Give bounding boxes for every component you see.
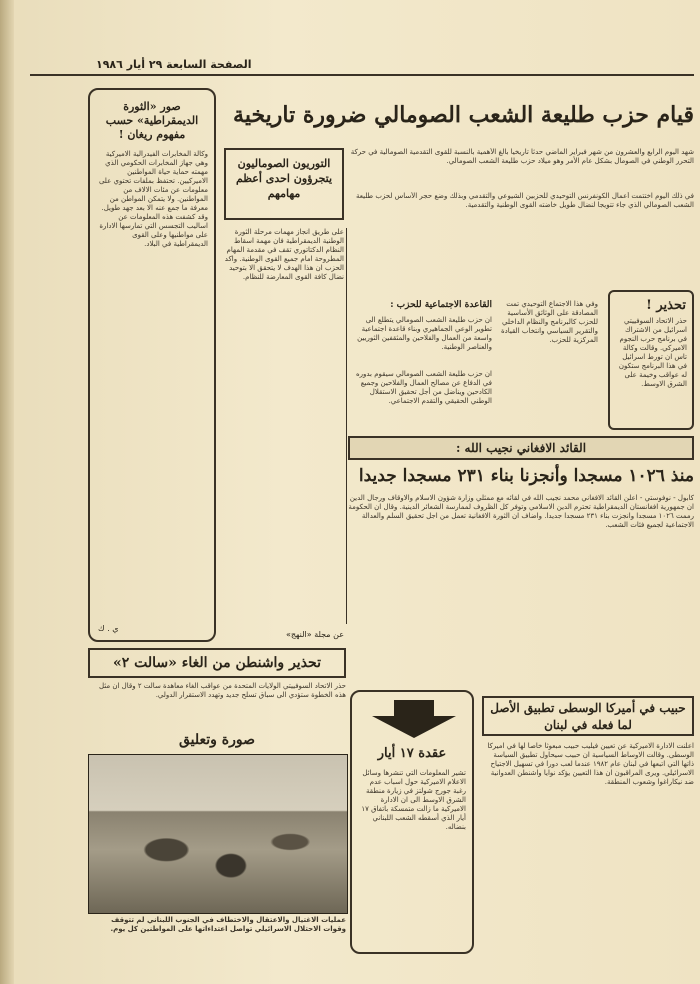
main-article-body-1: في ذلك اليوم اختتمت أعمال الكونفرنس التوحيدي للحزبين الشيوعي والتقدمي وبذلك وضع حجر الأساس لحزب طليعة الشعب الصومالي الذي جاء تتويجا لنضال طويل خاضته القوى الوطنية والتقدمية.	[356, 192, 694, 209]
sub-article-box	[224, 148, 344, 220]
main-article-title: قيام حزب طليعة الشعب الصومالي ضرورة تاريخية	[233, 102, 694, 128]
habib-title-box	[482, 696, 694, 736]
salt-body: حذر الاتحاد السوفييتي الولايات المتحدة من عواقب الغاء معاهدة سالت ٢ وقال ان مثل هذه الخطوة ستؤدي الى سباق تسلح جديد وتهدد الاستقرار الدولي.	[98, 682, 346, 699]
left-column-box	[88, 88, 216, 642]
salt-title-box	[88, 648, 346, 678]
date-box	[350, 690, 474, 954]
warning-title: تحذير !	[646, 298, 686, 313]
afghan-title: منذ ١٠٢٦ مسجدا وأنجزنا بناء ٢٣١ مسجدا جديدا	[358, 466, 694, 486]
left-column-title: صور «الثورة الديمقراطية» حسب مفهوم ريغان !	[105, 100, 199, 141]
warning-box	[608, 290, 694, 430]
main-article-body-2: ان حزب طليعة الشعب الصومالي سيقوم بدوره في الدفاع عن مصالح العمال والفلاحين وجميع الكادحين ويناضل من أجل تحقيق الاستقلال الوطني الحقيقي والتقدم الاجتماعي.	[355, 370, 492, 405]
sub-article-source: عن مجلة «النهج»	[285, 630, 344, 639]
afghan-body: كابول - نوفوستي - اعلن القائد الافغاني محمد نجيب الله في لقائه مع ممثلي وزارة شؤون الاسلام والاوقاف ورجال الدين ان جمهورية افغانستان الديمقراطية تحترم الدين الاسلامي وتوفر كل الظروف لممارسة الشعائر الدينية. وقال ان الحكومة رممت ١٠٢٦ مسجدا وانجزت بناء ٢٣١ مسجدا جديدا. واضاف ان الثورة الافغانية تعمل من اجل تحقيق السلم والعدالة الاجتماعية لجميع فئات الشعب.	[348, 494, 694, 529]
page-date-line: الصفحة السابعة ٢٩ أيار ١٩٨٦	[96, 58, 252, 71]
habib-body: اعلنت الادارة الاميركية عن تعيين فيليب حبيب مبعوثا خاصا لها في اميركا الوسطى. وقالت الاوساط السياسية ان حبيب سيحاول تطبيق السياسة ذاتها التي اتبعها في لبنان عام ١٩٨٢ عندما لعب دورا في تسهيل الاجتياح الاسرائيلي. ويرى المراقبون ان هذا التعيين يؤكد نوايا واشنطن العدوانية ضد نيكاراغوا وشعوب المنطقة.	[487, 742, 694, 786]
sub-article-title: التوريون الصوماليون يتجرؤون احدى أعظم مهامهم	[235, 157, 333, 200]
page-binding-edge	[0, 0, 14, 984]
salt-title: تحذير واشنطن من الغاء «سالت ٢»	[113, 655, 321, 671]
date-box-body: تشير المعلومات التي تنشرها وسائل الاعلام الاميركية حول اسباب عدم رغبة جورج شولتز في زيارة منطقة الشرق الاوسط الى ان الادارة الاميركية ما زالت متمسكة باتفاق ١٧ أيار الذي أسقطه الشعب اللبناني بنضاله.	[361, 769, 466, 831]
sub-article-body: على طريق انجاز مهمات مرحلة الثورة الوطنية الديمقراطية فان مهمة اسقاط النظام الدكتاتوري تقف في مقدمة المهام المطروحة امام جميع القوى الوطنية. واكد الحزب ان هذا الهدف لا يتحقق الا بتوحيد نضال كافة القوى المعارضة للنظام.	[224, 228, 344, 281]
left-column-body: وكالة المخابرات الفيدرالية الاميركية وهي جهاز المخابرات الحكومي الذي مهمته حماية حياة المواطنين الاميركيين. تحتفظ بملفات تحتوي على معلومات عن مئات الالاف من المواطنين. ولا يتمكن المواطن من معرفة ما جمع عنه الا بعد جهد طويل. وقد كشفت هذه المعلومات عن اساليب التجسس التي تمارسها الادارة على مواطنيها وعلى القوى الديمقراطية في البلاد.	[98, 150, 208, 248]
main-article-subhead: القاعدة الاجتماعية للحزب :	[390, 300, 492, 310]
warning-body: حذر الاتحاد السوفييتي اسرائيل من الاشتراك في برنامج حرب النجوم الاميركي. وقالت وكالة تاس ان تورط اسرائيل في هذا البرنامج ستكون له عواقب وخيمة على الشرق الاوسط.	[618, 317, 687, 388]
down-arrow-icon	[364, 700, 464, 740]
left-column-signature: ي . ك	[98, 624, 119, 633]
main-article-lead: شهد اليوم الرابع والعشرون من شهر فبراير الماضي حدثا تاريخيا بالغ الأهمية بالنسبة للقوى التقدمية الصومالية في حركة التحرر الوطني في الصومال بشكل عام الأمر وهو ميلاد حزب طليعة الشعب الصومالي.	[350, 148, 694, 165]
page-header	[30, 58, 694, 76]
column-rule	[346, 228, 347, 624]
afghan-kicker-box	[348, 436, 694, 460]
afghan-kicker: القائد الافغاني نجيب الله :	[455, 441, 587, 455]
habib-title: حبيب في أميركا الوسطى تطبيق الأصل لما فعله في لبنان	[490, 701, 686, 732]
date-box-title: عقدة ١٧ أيار	[377, 746, 447, 761]
main-article-body-3: ان حزب طليعة الشعب الصومالي يتطلع الى تطوير الوعي الجماهيري وبناء قاعدة اجتماعية واسعة من العمال والفلاحين والمثقفين الثوريين والعناصر الوطنية.	[357, 316, 492, 351]
news-photo	[88, 754, 348, 914]
photo-caption: عمليات الاغتيال والاعتقال والاختطاف في الجنوب اللبناني لم تتوقف وقوات الاحتلال الاسرائيلي تواصل اعتداءاتها على المواطنين كل يوم.	[110, 916, 346, 933]
photo-section-title: صورة وتعليق	[178, 732, 256, 748]
main-article-body-4-visible: وفي هذا الاجتماع التوحيدي تمت المصادقة على الوثائق الأساسية للحزب كالبرنامج والنظام الداخلي والتقرير السياسي وانتخاب القيادة المركزية للحزب.	[500, 300, 598, 344]
